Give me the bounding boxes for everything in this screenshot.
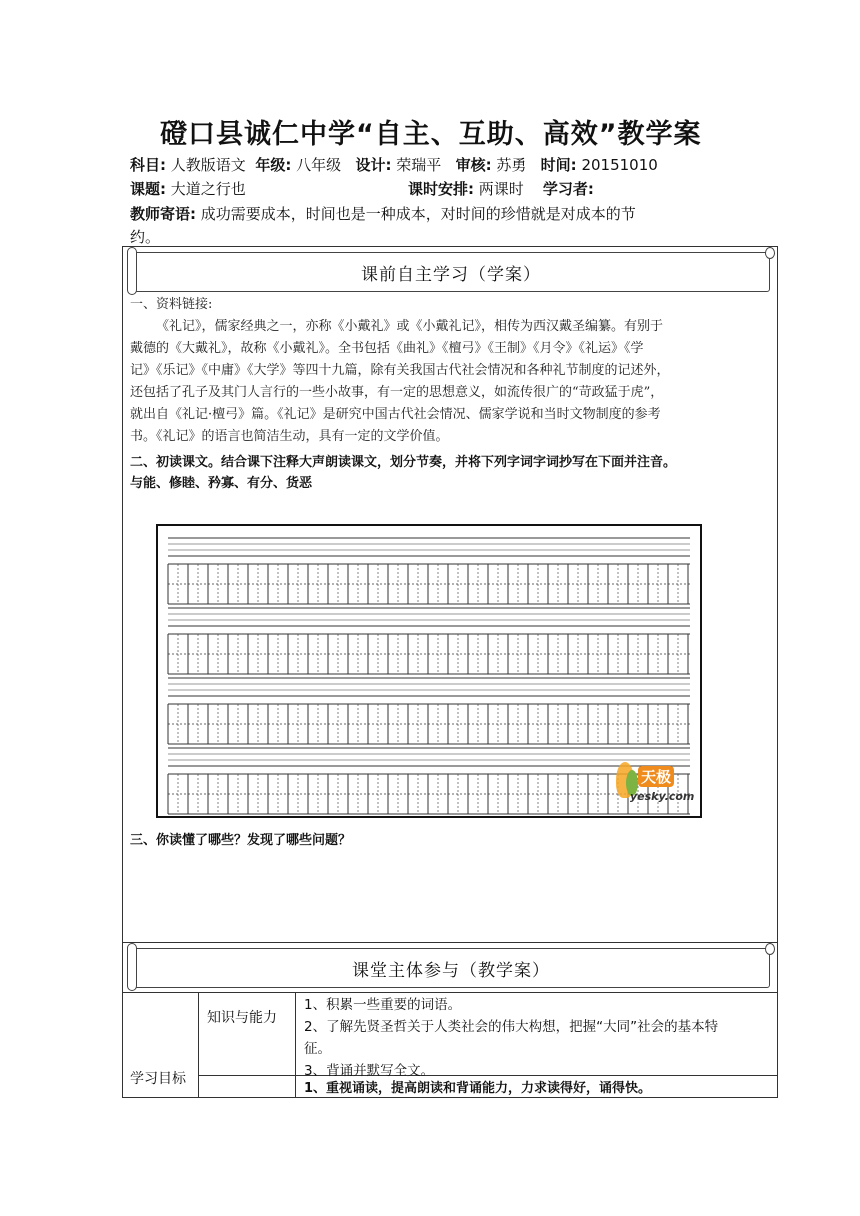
section-banner-in-class	[132, 948, 770, 988]
resource-heading: 一、资料链接:	[130, 297, 213, 312]
subject-label: 科目:	[130, 156, 166, 174]
reading-words: 与能、修睦、矜寡、有分、货恶	[130, 476, 313, 491]
topic-label: 课题:	[130, 180, 166, 198]
teacher-msg-label: 教师寄语:	[130, 205, 196, 223]
watermark-logo	[616, 756, 695, 808]
schedule-label: 课时安排:	[408, 180, 474, 198]
schedule-value: 两课时	[478, 180, 524, 198]
resource-line: 《礼记》，儒家经典之一，亦称《小戴礼》或《小戴礼记》，相传为西汉戴圣编纂。有别于	[156, 319, 664, 334]
table-col-divider	[295, 992, 296, 1098]
design-label: 设计:	[355, 156, 392, 174]
section-banner-pre-class-text: 课前自主学习（学案）	[361, 264, 541, 285]
topic-value: 大道之行也	[170, 180, 246, 198]
design-value: 荣瑞平	[396, 156, 442, 174]
resource-line: 还包括了孔子及其门人言行的一些小故事，有一定的思想意义，如流传很广的“苛政猛于虎”，	[130, 385, 664, 400]
section-banner-in-class-text: 课堂主体参与（教学案）	[352, 960, 550, 981]
teacher-message	[130, 203, 636, 224]
teacher-msg-line1: 成功需要成本，时间也是一种成本，对时间的珍惜就是对成本的节	[200, 205, 636, 223]
meta-line-2b	[408, 178, 594, 199]
page-title: 磴口县诚仁中学“自主、互助、高效”教学案	[160, 119, 702, 150]
resource-line: 戴德的《大戴礼》，故称《小戴礼》。全书包括《曲礼》《檀弓》《王制》《月令》《礼运》《学	[130, 341, 644, 356]
meta-line-2	[130, 178, 246, 199]
resource-paragraph	[130, 316, 770, 448]
list-item: 征。	[304, 1041, 331, 1057]
knowledge-label: 知识与能力	[207, 1010, 277, 1026]
table-top-line	[122, 992, 778, 993]
knowledge-list	[304, 994, 772, 1082]
list-item: 3、背诵并默写全文。	[304, 1063, 435, 1079]
time-value: 20151010	[581, 156, 658, 174]
meta-line-1	[130, 154, 658, 175]
teacher-msg-line2: 约。	[130, 228, 161, 246]
learner-label: 学习者:	[542, 180, 594, 198]
writing-practice-grid	[156, 524, 702, 818]
process-item: 1、重视诵读，提高朗读和背诵能力，力求读得好，诵得快。	[304, 1081, 652, 1096]
watermark-en: yesky.com	[630, 790, 695, 803]
review-label: 审核:	[455, 156, 492, 174]
list-item: 2、了解先贤圣哲关于人类社会的伟大构想，把握“大同”社会的基本特	[304, 1019, 719, 1035]
grade-label: 年级:	[255, 156, 292, 174]
watermark-cn: 天极	[638, 766, 674, 787]
time-label: 时间:	[540, 156, 577, 174]
goal-label: 学习目标	[130, 1071, 186, 1087]
resource-line: 书。《礼记》的语言也简洁生动，具有一定的文学价值。	[130, 429, 449, 444]
section-divider	[122, 942, 778, 943]
table-col-divider	[198, 992, 199, 1098]
list-item: 1、积累一些重要的词语。	[304, 997, 462, 1013]
grade-value: 八年级	[296, 156, 342, 174]
resource-line: 就出自《礼记·檀弓》篇。《礼记》是研究中国古代社会情况、儒家学说和当时文物制度的参考	[130, 407, 661, 422]
subject-value: 人教版语文	[170, 156, 246, 174]
reading-heading: 二、初读课文。结合课下注释大声朗读课文，划分节奏，并将下列字词字词抄写在下面并注音。	[130, 455, 677, 470]
section-banner-pre-class	[132, 252, 770, 292]
review-value: 苏勇	[496, 156, 527, 174]
question-heading: 三、你读懂了哪些？发现了哪些问题？	[130, 833, 352, 848]
resource-line: 记》《乐记》《中庸》《大学》等四十九篇，除有关我国古代社会情况和各种礼节制度的记述外，	[130, 363, 670, 378]
